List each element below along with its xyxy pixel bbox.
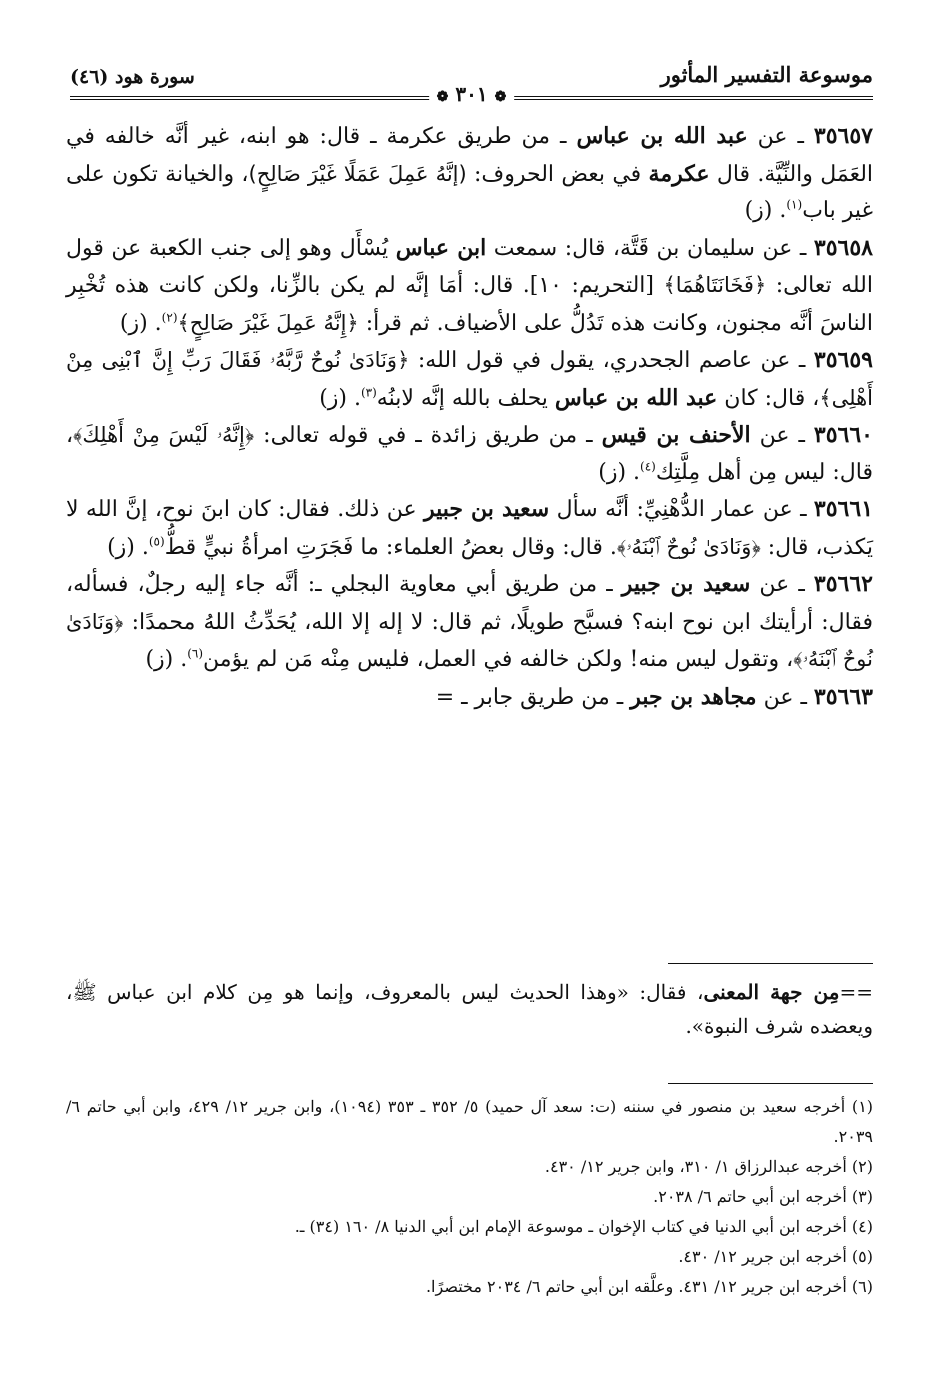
- entry-end: . (ز): [107, 534, 149, 560]
- quran-quote: ﴿وَنَادَىٰ نُوحٌ ٱبْنَهُۥ﴾: [616, 534, 761, 559]
- footnote-2: (٢) أخرجه عبدالرزاق ١/ ٣١٠، وابن جرير ١٢/ ٤٣٠.: [544, 1157, 873, 1176]
- quran-quote: ﴿إِنَّهُۥ لَيْسَ مِنْ أَهْلِكَ﴾: [73, 423, 255, 447]
- main-text: [66, 118, 873, 716]
- entry-number: ٣٥٦٦٣: [813, 683, 873, 710]
- ornament-icon: ❁: [494, 89, 507, 105]
- entry-end: . (ز): [319, 385, 361, 411]
- entry-number: ٣٥٦٦٢: [813, 571, 873, 597]
- footnote-ref[interactable]: (٢): [161, 310, 178, 325]
- entry-text: في بعض الحروف:: [466, 161, 649, 187]
- footnote-ref[interactable]: (٣): [360, 385, 377, 400]
- entry-text: [التحريم: ١٠]. قال: أمَا إنَّه لم يكن بالزِّنا، ولكن كانت هذه تُخْبِر الناسَ أنَّه مجنون، وكانت هذه تَدُلُّ على الأضياف. ثم قرأ:: [66, 273, 873, 336]
- footnote-3: (٣) أخرجه ابن أبي حاتم ٦/ ٢٠٣٨.: [653, 1187, 873, 1206]
- narrator-name: سعيد بن جبير: [621, 571, 751, 597]
- page-number: [429, 82, 515, 106]
- continuation-marker: ==: [839, 980, 873, 1004]
- entry-35660: [66, 417, 873, 491]
- ornament-icon: ❁: [436, 89, 449, 105]
- entry-text: . قال: وقال بعضُ العلماء: ما فَجَرَتِ امرأةُ نبيٍّ قطُّ: [164, 534, 617, 560]
- footnote-4: (٤) أخرجه ابن أبي الدنيا في كتاب الإخوان ـ موسوعة الإمام ابن أبي الدنيا ٨/ ١٦٠ (٣٤) ـ.: [294, 1217, 873, 1236]
- footnote-5: (٥) أخرجه ابن جرير ١٢/ ٤٣٠.: [678, 1247, 873, 1266]
- entry-number: ٣٥٦٥٩: [813, 347, 873, 373]
- entry-text: ، والخيانة تكون على غير باب: [66, 161, 873, 223]
- entry-text: ـ عن: [750, 423, 814, 448]
- entry-text: ـ عن: [756, 684, 814, 710]
- quran-quote: ﴿وَنَادَىٰ نُوحٌ ٱبْنَهُۥ﴾: [66, 609, 873, 671]
- entry-text: ـ عن: [750, 572, 814, 597]
- entry-text: ، قال: ليس مِن أهل مِلَّتِك: [66, 423, 873, 485]
- narrator-name: عبد الله بن عباس: [576, 123, 748, 149]
- footnote-1: (١) أخرجه سعيد بن منصور في سننه (ت: سعد آل حميد) ٥/ ٣٥٢ ـ ٣٥٣ (١٠٩٤)، وابن جرير ١٢/ ٤٢٩، وابن أبي حاتم ٦/ ٢٠٣٩.: [66, 1097, 874, 1146]
- quran-quote: ﴿فَخَانَتَاهُمَا﴾: [663, 273, 767, 297]
- entry-end: . (ز): [145, 647, 188, 672]
- entry-end: . (ز): [598, 459, 641, 485]
- narrator-name: عكرمة: [648, 160, 710, 187]
- entry-text: ـ من طريق زائدة ـ في قوله تعالى:: [254, 423, 602, 448]
- entry-text: ، قال: كان: [717, 385, 820, 411]
- footnote-separator: [668, 1083, 873, 1084]
- continued-note: [66, 975, 873, 1043]
- narrator-name: عبد الله بن عباس: [554, 384, 718, 411]
- entry-number: ٣٥٦٥٧: [813, 123, 873, 149]
- entry-35663: [66, 679, 873, 717]
- footnote-ref[interactable]: (١): [786, 197, 803, 212]
- entry-35658: [66, 230, 873, 343]
- entry-text: ، وتقول ليس منه! ولكن خالفه في العمل، فليس مِنْه مَن لم يؤمن: [203, 647, 794, 672]
- footnotes: [66, 1092, 873, 1302]
- narrator-name: سعيد بن جبير: [423, 496, 550, 522]
- entry-text: ـ عن سليمان بن قَتَّة، قال: سمعت: [486, 235, 814, 261]
- quran-quote: ﴿وَنَادَىٰ نُوحٌ رَّبَّهُۥ فَقَالَ رَبِّ إِنَّ ٱبْنِى مِنْ أَهْلِى﴾: [66, 348, 873, 410]
- entry-end: . (ز): [119, 310, 162, 336]
- continuation-separator: [668, 963, 873, 964]
- entry-text: ـ عن عمار الدُّهْنِيِّ: أنَّه سأل: [549, 497, 814, 522]
- entry-35657: [66, 118, 873, 230]
- book-title: موسوعة التفسير المأثور: [660, 62, 873, 87]
- entry-35661: [66, 491, 873, 566]
- footnote-ref[interactable]: (٦): [187, 646, 204, 661]
- entry-text: يحلف بالله إنَّه لابنُه: [376, 385, 555, 411]
- continued-note-text: ، فقال: «وهذا الحديث ليس بالمعروف، وإنما هو مِن كلام ابن عباس ﷺ، ويعضده شرف النبوة».: [66, 980, 873, 1038]
- quran-quote: (إنَّهُ عَمِلَ عَمَلًا غَيْرَ صَالِحٍ): [248, 161, 467, 186]
- narrator-name: مجاهد بن جبر: [630, 683, 757, 710]
- entry-number: ٣٥٦٥٨: [813, 234, 873, 261]
- continued-note-lead: مِن جهة المعنى: [703, 980, 840, 1004]
- footnote-6: (٦) أخرجه ابن جرير ١٢/ ٤٣١. وعلَّقه ابن أبي حاتم ٦/ ٢٠٣٤ مختصرًا.: [425, 1277, 873, 1296]
- entry-number: ٣٥٦٦١: [813, 496, 874, 522]
- footnote-ref[interactable]: (٥): [148, 534, 165, 549]
- entry-text: ـ من طريق جابر ـ =: [435, 684, 631, 710]
- quran-quote: ﴿إِنَّهُ عَمِلَ غَيْرَ صَالِحٍ﴾: [177, 310, 359, 335]
- entry-end: . (ز): [744, 198, 787, 223]
- page-number-text: ٣٠١: [455, 82, 488, 106]
- footnote-ref[interactable]: (٤): [640, 459, 656, 474]
- narrator-name: الأحنف بن قيس: [601, 422, 751, 448]
- entry-text: ـ عن عاصم الجحدري، يقول في قول الله:: [409, 348, 814, 373]
- entry-35662: [66, 566, 873, 679]
- entry-text: عن ذلك. فقال: كان ابنَ نوح، إنَّ الله لا يَكذب، قال:: [66, 497, 873, 560]
- surah-label: سورة هود (٤٦): [70, 66, 195, 88]
- entry-text: ـ من طريق أبي معاوية البجلي ـ: أنَّه جاء إليه رجلٌ، فسأله، فقال: أرأيتك ابن نوح ابنه؟ فسبَّح طويلًا، ثم قال: لا إله إلا الله، يُحَدِّثُ اللهُ محمدًا:: [66, 572, 873, 635]
- entry-text: ـ عن: [747, 124, 814, 149]
- page-header: [70, 62, 873, 106]
- entry-text: ـ من طريق عكرمة ـ قال: هو ابنه، غير أنَّه خالفه في العَمَل والنِّيَّة. قال: [66, 124, 874, 187]
- entry-text: يُسْأَل وهو إلى جنب الكعبة عن قول الله تعالى:: [66, 235, 873, 298]
- narrator-name: ابن عباس: [395, 234, 487, 261]
- entry-number: ٣٥٦٦٠: [813, 422, 873, 448]
- entry-35659: [66, 342, 873, 417]
